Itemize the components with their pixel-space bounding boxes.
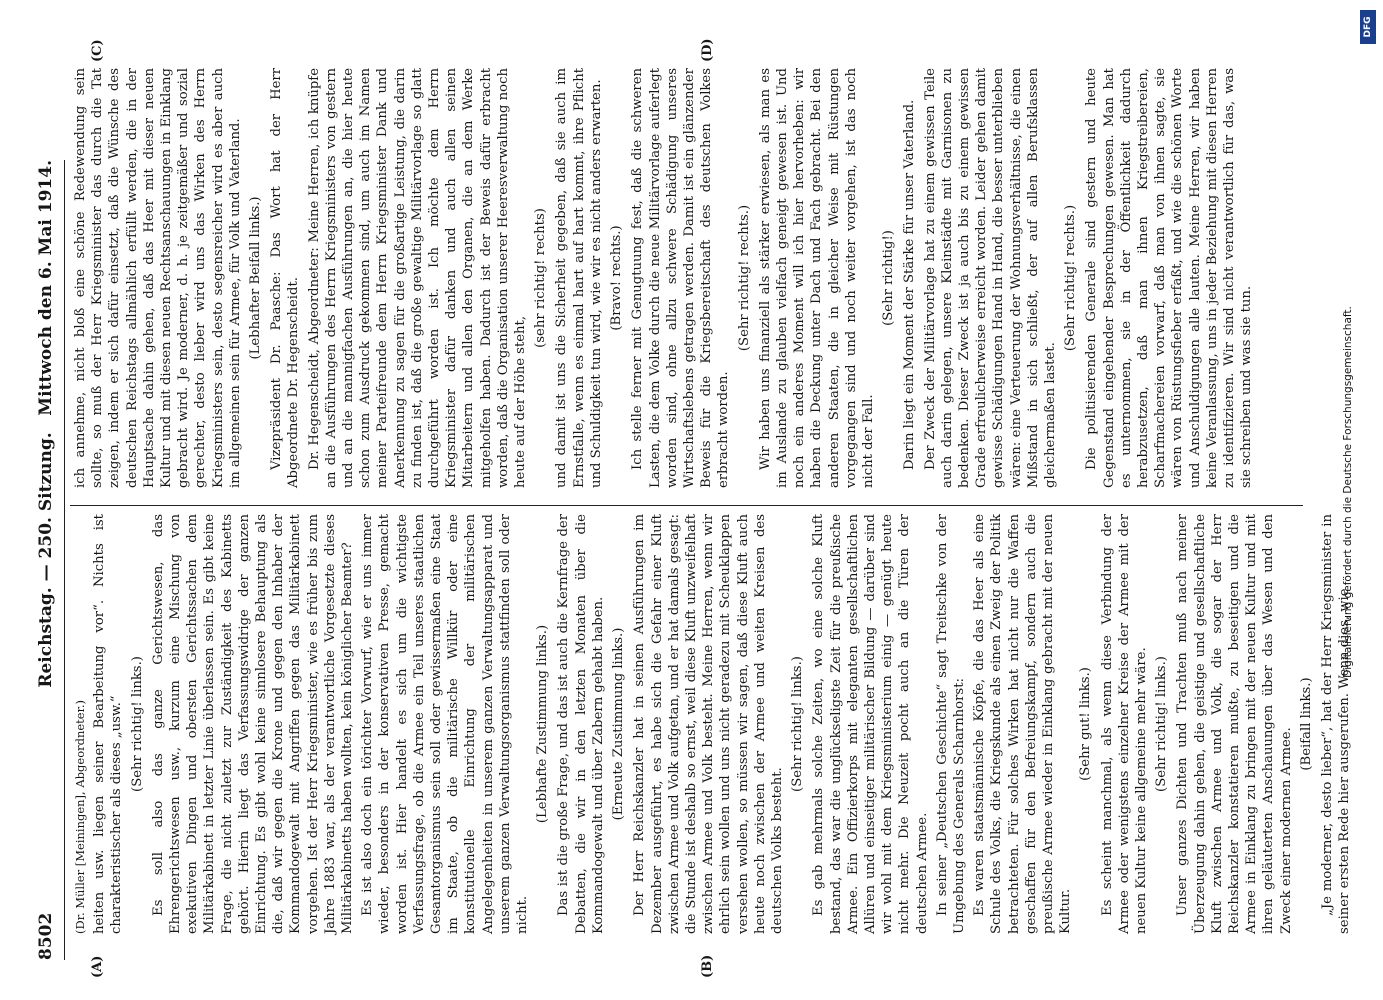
interjection: (Bravo! rechts.) — [609, 225, 625, 331]
interjection: (Lebhafte Zustimmung links.) — [535, 624, 551, 824]
interjection: (Sehr richtig! rechts.) — [736, 204, 752, 352]
paragraph: Die politisierenden Generale sind gestern und heute Gegenstand eingehender Besprechungen gewesen. Man hat es unternommen, sie in der Öffentlichkeit dadurch herabzusetzen, daß man ihnen Kriegstreibereien, Scharfmachereien vorwarf, daß man von ihnen sagte, sie wären von Rüstungsfieber erfaßt, und wie die schönen Worte und Anschuldigungen alle lauten. Meine Herren, wir haben keine Veranlassung, uns in jeder Beziehung mit diesen Herren zu identifizieren. Wir sind nicht verantwortlich für das, was sie schreiben und was sie tun. — [1084, 68, 1255, 488]
paragraph: und damit ist uns die Sicherheit gegeben, daß sie auch im Ernstfalle, wenn es einmal hart auf hart kommt, ihre Pflicht und Schuldigkeit tun wird, wie wir es nicht anders erwarten. — [554, 68, 604, 488]
interjection: (Sehr richtig!) — [881, 230, 897, 326]
paragraph: Es gab mehrmals solche Zeiten, wo eine solche Kluft bestand, das war die unglückseligste Zeit für die preußische Armee. Ein Offizierkorps mit eleganten gesellschaftlichen Allüren und einseitiger militärischer Bildung — darüber sind wir wohl mit dem Kriegsministerium einig — genügt heute nicht mehr. Die Neuzeit pocht auch an die Türen der deutschen Armee. — [811, 514, 930, 934]
paragraph: Dr. Hegenscheidt, Abgeordneter: Meine Herren, ich knüpfe an die Ausführungen des Herrn Kriegsministers von gestern und an die mannigfachen Ausführungen an, die hier heute schon zum Ausdruck gekommen sind, um auch im Namen meiner Parteifreunde dem Herrn Kriegsminister Dank und Anerkennung zu sagen für die großartige Leistung, die darin zu finden ist, daß die große gewaltige Militärvorlage so glatt durchgeführt worden ist. Ich möchte dem Herrn Kriegsminister dafür danken und auch allen seinen Mitarbeitern und allen den Organen, die an dem Werke mitgeholfen haben. Dadurch ist der Beweis dafür erbracht worden, daß die Organisation unserer Heeresverwaltung noch heute auf der Höhe steht, — [306, 68, 529, 488]
margin-mark-b: (B) — [700, 954, 715, 978]
paragraph: ich annehme, nicht bloß eine schöne Redewendung sein sollte, so muß der Herr Kriegsminister das durch die Tat zeigen, indem er sich dafür einsetzt, daß die Wünsche des deutschen Reichstags allmählich erfüllt werden, die in der Hauptsache dahin gehen, daß das Heer mit dieser neuen Kultur und mit diesen neuen Rechtsanschauungen in Einklang gebracht wird. Je moderner, d. h. je zeitgemäßer und sozial gerechter, desto lieber wird uns das Wirken des Herrn Kriegsministers sein, desto segensreicher wird es aber auch im allgemeinen sein für Armee, für Volk und Vaterland. — [73, 68, 243, 488]
presiding-remark: Vizepräsident Dr. Paasche: Das Wort hat der Herr Abgeordnete Dr. Hegenscheidt. — [269, 68, 302, 488]
quotation: Es waren staatsmännische Köpfe, die das Heer als eine Schule des Volks, die Kriegskunde als einen Zweig der Politik betrachteten. Für solches Wirken hat nicht nur die Waffen geschaffen für den Befreiungskampf, sondern auch die preußische Armee wieder in Einklang gebracht mit der neuen Kultur. — [972, 514, 1074, 934]
dfg-logo-text: DFG — [1363, 16, 1373, 38]
paragraph: „Je moderner, desto lieber“, hat der Herr Kriegsminister in seiner ersten Rede hier ausgerufen. Wenn dies, wie — [1320, 514, 1353, 934]
speaker-note: (Dr. Müller [Meiningen], Abgeordneter.) — [73, 700, 87, 934]
watermark-text: Digitalisierung gefördert durch die Deutsche Forschungsgemeinschaft. — [1342, 306, 1354, 678]
page-number: 8502 — [36, 912, 56, 960]
session-title: Reichstag. — 250. Sitzung. — [36, 432, 56, 688]
interjection: (Sehr richtig! links.) — [1154, 656, 1170, 792]
interjection: (Beifall links.) — [1298, 677, 1314, 771]
session-date: Mittwoch den 6. Mai 1914. — [36, 160, 56, 416]
interjection: (Sehr richtig! links.) — [790, 656, 806, 792]
interjection: (Sehr gut! links.) — [1078, 667, 1094, 781]
margin-mark-c: (C) — [90, 39, 105, 62]
dfg-logo — [1360, 10, 1376, 44]
running-header — [36, 160, 60, 960]
paragraph: In seiner „Deutschen Geschichte“ sagt Treitschke von der Umgebung des Generals Scharnhorst: — [934, 514, 967, 934]
right-column — [72, 68, 1258, 488]
header-rule — [64, 160, 65, 960]
paragraph: Der Herr Reichskanzler hat in seinen Ausführungen im Dezember ausgeführt, es habe sich die Gefahr einer Kluft zwischen Armee und Volk aufgetan, und er hat damals gesagt: die Stunde ist deshalb so ernst, weil diese Kluft unzweifelhaft zwischen Armee und Volk besteht. Meine Herren, wenn wir ehrlich sein wollen und uns nicht geradezu mit Scheuklappen versehen wollen, so müssen wir sagen, daß diese Kluft auch heute noch zwischen der Armee und weiten Kreisen des deutschen Volks besteht. — [632, 514, 785, 934]
interjection: (Sehr richtig! rechts.) — [1063, 204, 1079, 352]
interjection: (sehr richtig! rechts) — [533, 208, 549, 348]
paragraph: Es ist also doch ein törichter Vorwurf, wie er uns immer wieder, besonders in der konservativen Presse, gemacht worden ist. Hier handelt es sich um die wichtigste Verfassungsfrage, ob die Armee ein Teil unseres staatlichen Gesamtorganismus sein soll oder gewissermaßen eine Staat im Staate, ob die militärische Willkür oder eine konstitutionelle Einrichtung der militärischen Angelegenheiten in unserem ganzen Verwaltungsapparat und unserem ganzen Verwaltungsorganismus stattfinden soll oder nicht. — [360, 514, 531, 934]
digitization-watermark — [1338, 12, 1358, 972]
paragraph: Es soll also das ganze Gerichtswesen, das Ehrengerichtswesen usw., kurzum eine Mischung von exekutiven Dingen und obersten Gerichtssachen dem Militärkabinett in letzter Linie überlassen sein. Es gibt keine Frage, die nicht zuletzt zur Zuständigkeit des Kabinetts gehört. Hierin liegt das Verfassungswidrige der ganzen Einrichtung. Es gibt wohl keine sinnlosere Behauptung als die, daß wir gegen die Krone und gegen den Inhaber der Kommandogewalt mit Angriffen gegen das Militärkabinett vorgehen. Ist der Herr Kriegsminister, wie es früher bis zum Jahre 1883 war, als der verantwortliche Vorgesetzte dieses Militärkabinetts haben wollten, kein königlicher Beamter? — [150, 514, 356, 934]
paragraph: Der Zweck der Militärvorlage hat zu einem gewissen Teile auch darin gelegen, unsere Kleinstädte mit Garnisonen zu bedenken. Dieser Zweck ist ja auch bis zu einem gewissen Grade erfreulicherweise erreicht worden. Leider gehen damit gewisse Schädigungen Hand in Hand, die besser unterblieben wären: eine Verteuerung der Wohnungsverhältnisse, die einen Mißstand in sich schließt, der auf allen Berufsklassen gleichermaßen lastet. — [922, 68, 1058, 488]
paragraph: Das ist die große Frage, und das ist auch die Kernfrage der Debatten, die wir in den letzten Monaten über die Kommandogewalt und über Zabern gehabt haben. — [556, 514, 606, 934]
left-column — [72, 514, 1356, 934]
paragraph: heiten usw. liegen seiner Bearbeitung vor“. Nichts ist charakteristischer als dieses „usw.“ — [92, 514, 125, 934]
margin-mark-a: (A) — [90, 955, 105, 978]
paragraph: Es scheint manchmal, als wenn diese Verbindung der Armee oder wenigstens einzelner Kreise der Armee mit der neuen Kultur keine allgemeine mehr wäre. — [1099, 514, 1149, 934]
margin-mark-d: (D) — [700, 38, 715, 62]
interjection: (Lebhafter Beifall links.) — [248, 196, 264, 360]
interjection: (Erneute Zustimmung links.) — [611, 627, 627, 821]
interjection: (Sehr richtig! links.) — [129, 656, 145, 792]
paragraph: Ich stelle ferner mit Genugtuung fest, daß die schweren Lasten, die dem Volke durch die neue Militärvorlage auferlegt worden sind, ohne allzu schwere Schädigung unseres Wirtschaftslebens getragen werden. Damit ist ein glänzender Beweis für die Kriegsbereitschaft des deutschen Volkes erbracht worden. — [630, 68, 732, 488]
paragraph: Wir haben uns finanziell als stärker erwiesen, als man es im Auslande zu glauben vielfach geneigt gewesen ist. Und noch ein anderes Moment will ich hier hervorheben: wir haben die Deckung unter Dach und Fach gebracht. Bei den anderen Staaten, die in gleicher Weise mit Rüstungen vorgegangen sind und noch weiter vorgehen, ist das noch nicht der Fall. — [757, 68, 876, 488]
paragraph: Unser ganzes Dichten und Trachten muß nach meiner Überzeugung dahin gehen, die geistige und gesellschaftliche Kluft zwischen Armee und Volk, die sogar der Herr Reichskanzler konstatieren mußte, zu beseitigen und die Armee in Einklang zu bringen mit der neuen Kultur und mit ihren geläuterten Anschauungen über das Wesen und den Zweck einer modernen Armee. — [1175, 514, 1294, 934]
paragraph: Darin liegt ein Moment der Stärke für unser Vaterland. — [902, 99, 918, 470]
column-divider — [70, 505, 1303, 506]
